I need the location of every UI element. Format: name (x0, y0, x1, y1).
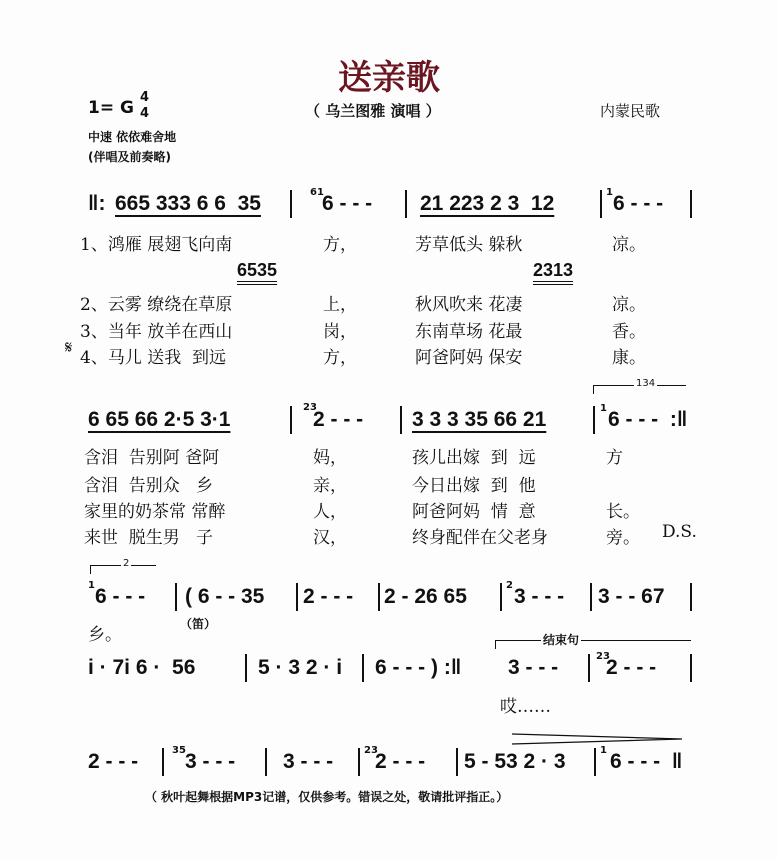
lyric: 孩儿出嫁 到 远 (412, 448, 536, 468)
measure: 6 - - - ) :‖ (375, 656, 462, 679)
lyric: 凉。 (612, 295, 646, 315)
barline (690, 654, 692, 682)
measure: 3 - - - (514, 585, 565, 608)
lyric: 汉， (313, 528, 347, 548)
barline (690, 583, 692, 611)
barline (362, 654, 364, 682)
measure: 3 - - - (185, 750, 236, 773)
lyric: 妈， (313, 448, 347, 468)
barline (245, 654, 247, 682)
lyric: 芳草低头 躲秋 (415, 235, 523, 255)
singer: （ 乌兰图雅 演唱 ） (305, 102, 441, 120)
lyric: 岗， (323, 322, 357, 342)
measure: 6 - - - (613, 192, 664, 215)
instrument-label: （笛） (180, 617, 217, 631)
dal-segno: D.S. (662, 522, 697, 542)
song-title: 送亲歌 (338, 58, 440, 98)
lyric: 来世 脱生男 子 (84, 528, 214, 548)
measure: 3 - - - (283, 750, 334, 773)
time-top: 4 (140, 90, 150, 105)
grace-note: 1 (600, 403, 607, 414)
lyric: 2、云雾 缭绕在草原 (80, 295, 233, 315)
tempo: 中速 依依难舍地 (88, 130, 177, 144)
measure: 21 223 2 3 12 (420, 192, 555, 215)
lyric: 东南草场 花最 (415, 322, 523, 342)
measure: 6 - - - ‖ (610, 750, 683, 773)
volta-label: 134 (636, 378, 656, 389)
lyric: 秋风吹来 花凄 (415, 295, 523, 315)
volta-label: 2 (123, 558, 130, 569)
measure: 6 - - - (322, 192, 373, 215)
segno: 𝄋 (65, 338, 73, 358)
measure: ( 6 - - 35 (185, 585, 265, 608)
key-signature: 1= G (88, 98, 134, 118)
lyric: 哎…… (500, 697, 551, 717)
barline (594, 748, 596, 776)
measure: 3 3 3 35 66 21 (412, 408, 547, 431)
lyric: 方， (323, 235, 357, 255)
lyric: 旁。 (606, 528, 640, 548)
barline (600, 190, 602, 218)
lyric: 香。 (612, 322, 646, 342)
measure: 2 - - - (313, 408, 364, 431)
grace-note: 61 (310, 187, 324, 198)
lyric: 康。 (612, 348, 646, 368)
barline (290, 406, 292, 434)
origin: 内蒙民歌 (600, 102, 661, 120)
lyric: 长。 (606, 502, 640, 522)
barline (405, 190, 407, 218)
grace-note: 1 (600, 745, 607, 756)
grace-note: 35 (172, 745, 186, 756)
barline (690, 190, 692, 218)
decrescendo-mark (510, 733, 685, 747)
lyric: 含泪 告别众 乡 (84, 476, 214, 496)
lyric: 1、鸿雁 展翅飞向南 (80, 235, 233, 255)
measure: 5 - 53 2 · 3 (464, 750, 566, 773)
lyric: 上， (323, 295, 357, 315)
barline (456, 748, 458, 776)
barline (400, 406, 402, 434)
lyric: 方， (323, 348, 357, 368)
barline (593, 406, 595, 434)
lyric: 阿爸阿妈 保安 (415, 348, 523, 368)
barline (265, 748, 267, 776)
measure: 2 - 26 65 (384, 585, 467, 608)
lyric: 4、马儿 送我 到远 (80, 348, 227, 368)
barline (290, 190, 292, 218)
measure: 3 - - 67 (598, 585, 665, 608)
measure: 6 65 66 2·5 3·1 (88, 408, 231, 431)
volta-bracket (593, 378, 686, 394)
footer-note: （ 秋叶起舞根据MP3记谱，仅供参考。错误之处，敬请批评指正。） (145, 790, 509, 804)
barline (500, 583, 502, 611)
measure: 2 - - - (88, 750, 139, 773)
lyric: 方 (606, 448, 623, 468)
measure: i · 7i 6 · 56 (88, 656, 196, 679)
barline (590, 583, 592, 611)
barline (358, 748, 360, 776)
grace-note: 23 (596, 651, 610, 662)
grace-note: 23 (364, 745, 378, 756)
barline (162, 748, 164, 776)
volta-bracket (90, 558, 156, 574)
grace-note: 2 (506, 580, 513, 591)
lyric: 凉。 (612, 235, 646, 255)
measure: 3 - - - (508, 656, 559, 679)
measure: 2 - - - (606, 656, 657, 679)
measure: 5 · 3 2 · i (258, 656, 343, 679)
barline (296, 583, 298, 611)
lyric: 终身配伴在父老身 (412, 528, 548, 548)
lyric: 3、当年 放羊在西山 (80, 322, 233, 342)
lyric: 今日出嫁 到 他 (412, 476, 536, 496)
grace-note: 1 (606, 187, 613, 198)
lyric: 亲， (313, 476, 347, 496)
barline (175, 583, 177, 611)
lyric: 家里的奶茶常 常醉 (84, 502, 226, 522)
barline (588, 654, 590, 682)
measure: 6 - - - :‖ (608, 408, 688, 431)
lyric: 人， (313, 502, 347, 522)
time-bottom: 4 (140, 106, 150, 121)
performance-note: (伴唱及前奏略) (88, 150, 171, 164)
lyric: 阿爸阿妈 情 意 (412, 502, 536, 522)
measure: 665 333 6 6 35 (115, 192, 261, 215)
alt-notes: 6535 (237, 260, 278, 280)
lyric: 含泪 告别阿 爸阿 (84, 448, 220, 468)
measure: 6 - - - (95, 585, 146, 608)
grace-note: 23 (303, 402, 317, 413)
measure: 2 - - - (375, 750, 426, 773)
barline (378, 583, 380, 611)
measure: 2 - - - (303, 585, 354, 608)
grace-note: 1 (88, 580, 95, 591)
lyric: 乡。 (88, 625, 122, 645)
ending-label: 结束句 (543, 633, 580, 647)
alt-notes: 2313 (533, 260, 574, 280)
ending-bracket (495, 633, 691, 649)
repeat-start: ‖: (88, 192, 106, 215)
